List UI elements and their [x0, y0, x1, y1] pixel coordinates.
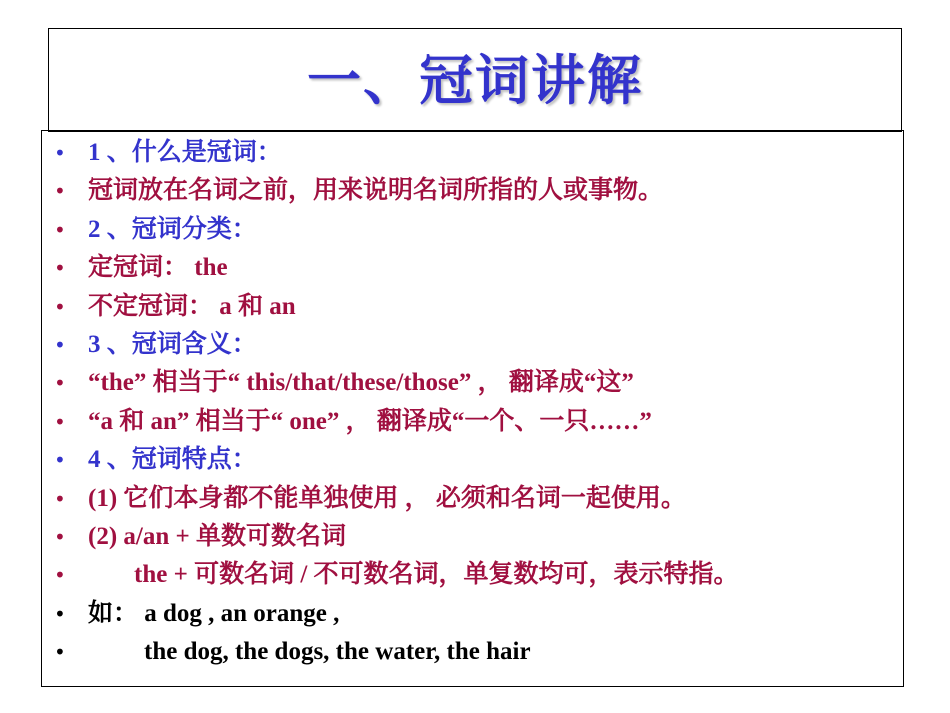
bullet-text: the dog, the dogs, the water, the hair [144, 638, 531, 666]
list-item [42, 368, 903, 406]
bullet-text: 3 、冠词含义： [88, 330, 257, 358]
bullet-text: “a 和 an” 相当于“ one” ， 翻译成“一个、一只……” [88, 407, 652, 435]
bullet-icon: • [54, 256, 66, 281]
content-box [41, 130, 904, 687]
bullet-text: “the” 相当于“ this/that/these/those” ， 翻译成“这” [88, 369, 634, 397]
list-item [42, 484, 903, 522]
bullet-icon: • [54, 409, 66, 434]
bullet-icon: • [54, 640, 66, 665]
title-box [48, 28, 902, 132]
bullet-icon: • [54, 141, 66, 165]
bullet-icon: • [54, 486, 66, 511]
slide-title: 一、冠词讲解 [307, 48, 643, 112]
bullet-icon: • [54, 332, 66, 357]
list-item [42, 560, 903, 598]
list-item [42, 215, 903, 253]
list-item [42, 292, 903, 330]
bullet-text: 如： a dog , an orange , [88, 599, 340, 627]
list-item [42, 599, 903, 637]
bullet-text: 2 、冠词分类： [88, 215, 257, 243]
bullet-icon: • [54, 524, 66, 549]
bullet-text: (1) 它们本身都不能单独使用 ， 必须和名词一起使用。 [88, 484, 686, 512]
bullet-text: 定冠词： the [88, 254, 228, 282]
bullet-text: 4 、冠词特点： [88, 446, 257, 474]
list-item [42, 330, 903, 368]
bullet-icon: • [54, 179, 66, 204]
list-item [42, 407, 903, 445]
bullet-text: 1 、什么是冠词： [88, 139, 282, 166]
bullet-text: 冠词放在名词之前，用来说明名词所指的人或事物。 [88, 177, 664, 205]
list-item [42, 138, 903, 176]
list-item [42, 637, 903, 675]
bullet-icon: • [54, 601, 66, 626]
list-item [42, 445, 903, 483]
bullet-text: (2) a/an + 单数可数名词 [88, 522, 346, 550]
bullet-list [42, 138, 903, 675]
list-item [42, 522, 903, 560]
list-item [42, 176, 903, 214]
bullet-icon: • [54, 371, 66, 396]
bullet-icon: • [54, 217, 66, 242]
bullet-icon: • [54, 563, 66, 588]
bullet-text: the + 可数名词 / 不可数名词，单复数均可，表示特指。 [134, 561, 739, 589]
list-item [42, 253, 903, 291]
bullet-icon: • [54, 294, 66, 319]
bullet-icon: • [54, 448, 66, 473]
bullet-text: 不定冠词： a 和 an [88, 292, 296, 320]
